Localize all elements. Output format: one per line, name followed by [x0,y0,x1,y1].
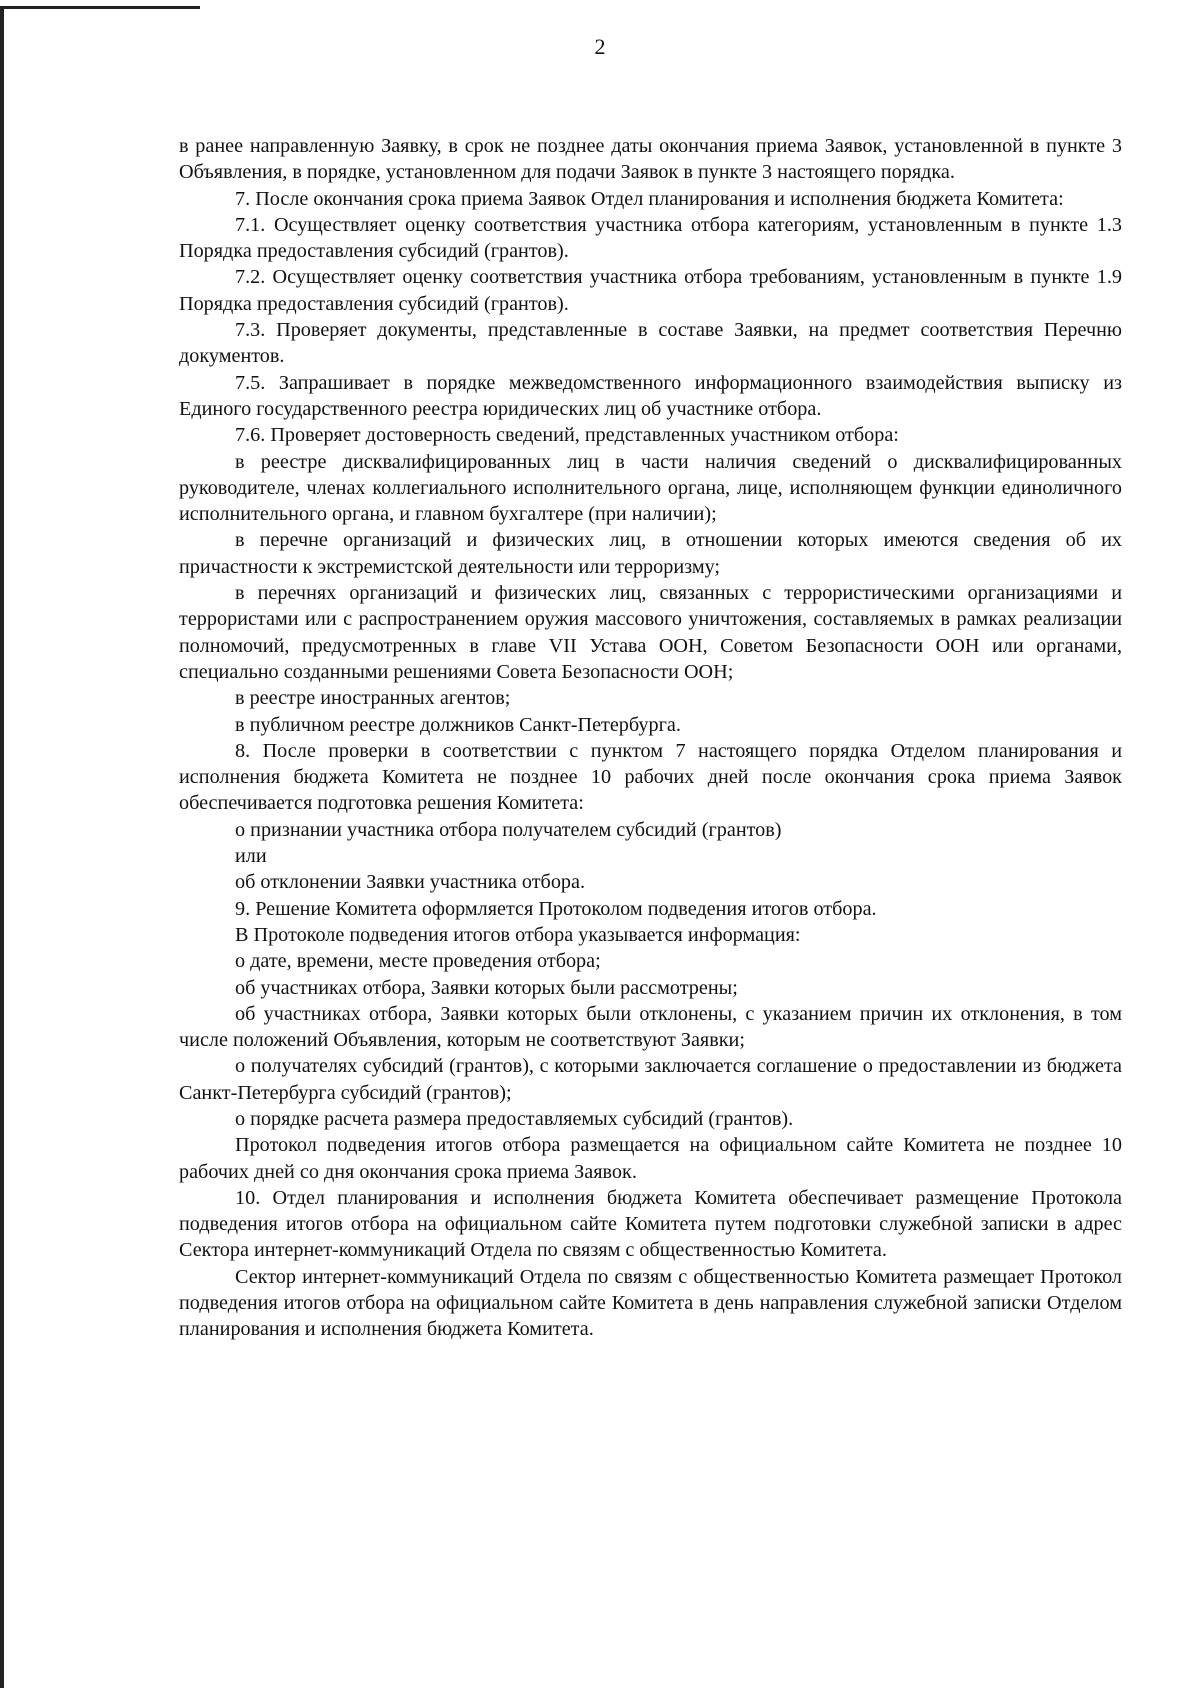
decision-option-rejection: об отклонении Заявки участника отбора. [235,871,586,894]
protocol-info-date: о дате, времени, месте проведения отбора; [235,950,601,973]
paragraph-9: 9. Решение Комитета оформляется Протоколом подведения итогов отбора. [235,897,877,920]
page-number: 2 [594,34,606,59]
paragraph-7-3: 7.3. Проверяет документы, представленные в составе Заявки, на предмет соответствия Перечню документов. [179,319,1122,368]
decision-option-or: или [235,845,267,868]
list-item-disqualified-registry: в реестре дисквалифицированных лиц в части наличия сведений о дисквалифицированных руководителе, членах коллегиального исполнительного органа, лице, исполняющем функции единоличного исполнительного органа, и главном бухгалтере (при наличии); [179,450,1122,526]
paragraph-internet-sector: Сектор интернет-коммуникаций Отдела по связям с общественностью Комитета размещает Протокол подведения итогов отбора на официальном сайте Комитета в день направления служебной записки Отделом планирования и исполнения бюджета Комитета. [179,1265,1122,1341]
protocol-publication: Протокол подведения итогов отбора размещается на официальном сайте Комитета не позднее 10 рабочих дней со дня окончания срока приема Заявок. [179,1134,1122,1183]
paragraph-7: 7. После окончания срока приема Заявок Отдел планирования и исполнения бюджета Комитета: [235,187,1064,210]
protocol-info-intro: В Протоколе подведения итогов отбора указывается информация: [235,923,801,946]
paragraph-7-5: 7.5. Запрашивает в порядке межведомственного информационного взаимодействия выписку из Единого государственного реестра юридических лиц об участнике отбора. [179,371,1122,420]
list-item-terrorism-lists: в перечнях организаций и физических лиц, связанных с террористическими организациями и террористами или с распространением оружия массового уничтожения, составляемых в рамках реализации полномочий, предусмотренных в главе VII Устава ООН, Советом Безопасности ООН или органами, специально созданными решениями Совета Безопасности ООН; [179,582,1122,683]
paragraph-10: 10. Отдел планирования и исполнения бюджета Комитета обеспечивает размещение Протокола подведения итогов отбора на официальном сайте Комитета путем подготовки служебной записки в адрес Сектора интернет-коммуникаций Отдела по связям с общественностью Комитета. [179,1186,1122,1262]
document-body [179,133,1122,1343]
protocol-info-recipients: о получателях субсидий (грантов), с которыми заключается соглашение о предоставлении из бюджета Санкт-Петербурга субсидий (грантов); [179,1055,1122,1104]
paragraph-7-2: 7.2. Осуществляет оценку соответствия участника отбора требованиям, установленным в пункте 1.9 Порядка предоставления субсидий (грантов). [179,266,1122,315]
list-item-extremism-list: в перечне организаций и физических лиц, в отношении которых имеются сведения об их причастности к экстремистской деятельности или терроризму; [179,529,1122,578]
paragraph-8: 8. После проверки в соответствии с пунктом 7 настоящего порядка Отделом планирования и исполнения бюджета Комитета не позднее 10 рабочих дней после окончания срока приема Заявок обеспечивается подготовка решения Комитета: [179,739,1122,815]
scan-edge-top [0,6,200,9]
decision-option-recognition: о признании участника отбора получателем субсидий (грантов) [235,818,782,841]
paragraph-7-6: 7.6. Проверяет достоверность сведений, представленных участником отбора: [235,424,899,447]
protocol-info-calculation: о порядке расчета размера предоставляемых субсидий (грантов). [235,1107,794,1130]
protocol-info-rejected: об участниках отбора, Заявки которых были отклонены, с указанием причин их отклонения, в том числе положений Объявления, которым не соответствуют Заявки; [179,1002,1122,1052]
scan-edge-left [0,8,4,1688]
paragraph-continuation: в ранее направленную Заявку, в срок не позднее даты окончания приема Заявок, установленной в пункте 3 Объявления, в порядке, установленном для подачи Заявок в пункте 3 настоящего порядка. [179,135,1122,184]
list-item-debtors-registry: в публичном реестре должников Санкт-Петербурга. [235,713,681,736]
paragraph-7-1: 7.1. Осуществляет оценку соответствия участника отбора категориям, установленным в пункте 1.3 Порядка предоставления субсидий (грантов). [179,213,1122,263]
list-item-foreign-agents: в реестре иностранных агентов; [235,687,511,710]
protocol-info-reviewed: об участниках отбора, Заявки которых были рассмотрены; [235,976,738,999]
